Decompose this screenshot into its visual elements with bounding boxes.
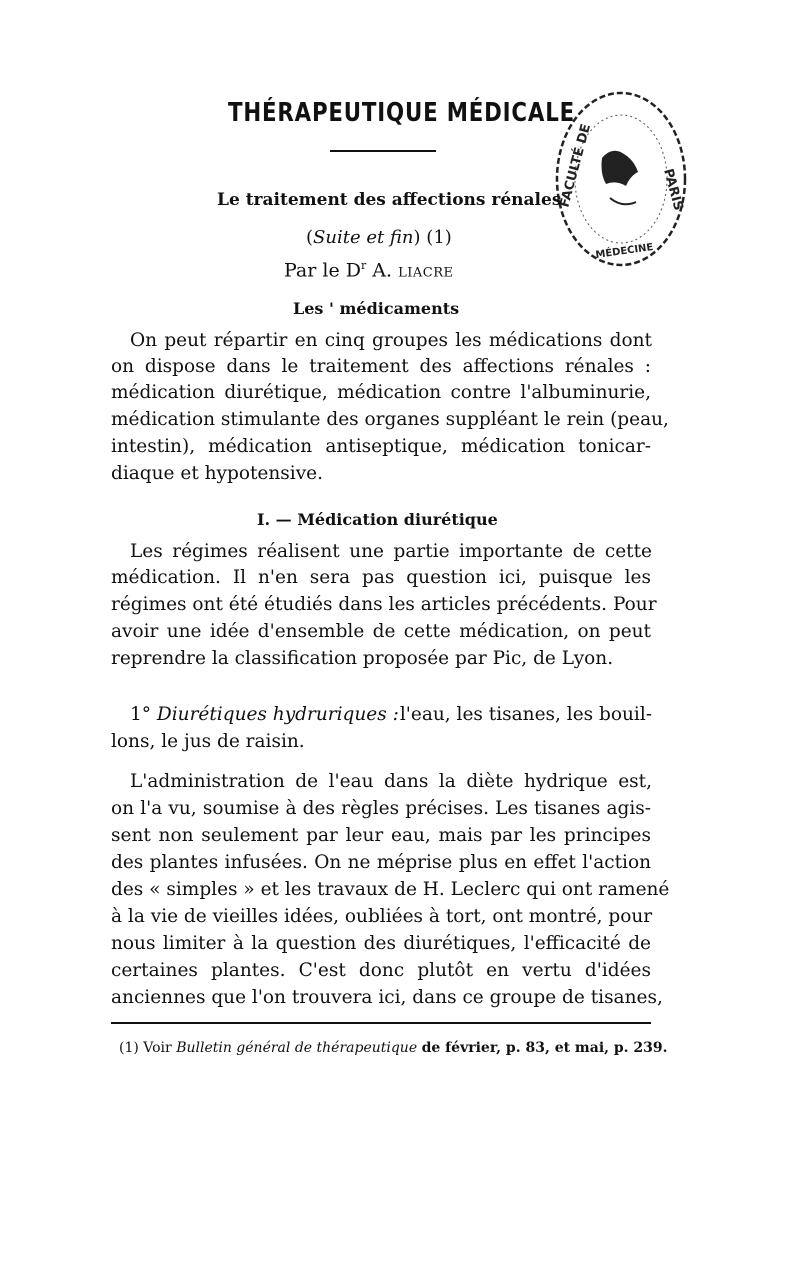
footnote-ref: (1): [426, 227, 452, 248]
item-label: Diurétiques hydruriques :: [156, 704, 399, 725]
footnote-voir: Voir: [143, 1040, 172, 1056]
author-line: [284, 259, 454, 281]
item-text: l'eau, les tisanes, les bouil-: [399, 704, 652, 725]
paragraph-line: reprendre la classification proposée par Pic, de Lyon.: [111, 648, 614, 669]
suite-paren-close: ): [413, 227, 421, 248]
paragraph-line: Les régimes réalisent une partie importante de cette: [130, 541, 652, 562]
author-prefix: Par le D: [284, 259, 361, 282]
author-sup: r: [360, 259, 367, 272]
paragraph-line: nous limiter à la question des diurétiques, l'efficacité de: [111, 933, 651, 954]
footnote: [119, 1040, 668, 1056]
paragraph-line: on dispose dans le traitement des affections rénales :: [111, 356, 651, 377]
paragraph-line: avoir une idée d'ensemble de cette médication, on peut: [111, 621, 651, 642]
paragraph-line: intestin), médication antiseptique, médication tonicar-: [111, 436, 651, 457]
stamp-text-right: PARIS: [660, 167, 686, 213]
footnote-mark: (1): [119, 1040, 139, 1056]
paragraph-line: des plantes infusées. On ne méprise plus en effet l'action: [111, 852, 651, 873]
library-stamp: [552, 88, 690, 270]
footnote-divider: [111, 1022, 651, 1024]
paragraph-line: On peut répartir en cinq groupes les médications dont: [130, 330, 652, 351]
suite-paren-open: (: [306, 227, 314, 248]
suite-text: Suite et fin: [313, 227, 414, 248]
list-item-hydruriques: [130, 703, 652, 727]
title-divider: [330, 150, 436, 152]
author-name: LIACRE: [398, 265, 454, 281]
paragraph-line: L'administration de l'eau dans la diète hydrique est,: [130, 771, 652, 792]
section-heading-diuretique: I. — Médication diurétique: [257, 510, 498, 529]
stamp-text-bottom: MÉDECINE: [594, 241, 655, 261]
paragraph-line: certaines plantes. C'est donc plutôt en vertu d'idées: [111, 960, 651, 981]
paragraph-line: sent non seulement par leur eau, mais par les principes: [111, 825, 651, 846]
paragraph-line: régimes ont été étudiés dans les articles précédents. Pour: [111, 594, 657, 615]
item-number: 1°: [130, 704, 152, 725]
paragraph-line: médication. Il n'en sera pas question ici, puisque les: [111, 567, 651, 588]
paragraph-line: à la vie de vieilles idées, oubliées à tort, ont montré, pour: [111, 906, 653, 927]
paragraph-line: diaque et hypotensive.: [111, 463, 323, 484]
paragraph-line: lons, le jus de raisin.: [111, 731, 305, 752]
author-initial: A.: [372, 259, 393, 282]
paragraph-line: médication diurétique, médication contre l'albuminurie,: [111, 382, 651, 403]
article-subtitle: Le traitement des affections rénales: [217, 190, 562, 210]
footnote-rest: de février, p. 83, et mai, p. 239.: [421, 1040, 668, 1056]
section-heading-medicaments: Les ' médicaments: [293, 299, 460, 318]
page-title: THÉRAPEUTIQUE MÉDICALE: [228, 98, 576, 128]
suite-line: [306, 227, 452, 248]
footnote-journal: Bulletin général de thérapeutique: [176, 1040, 418, 1056]
stamp-text-left: FACULTÉ DE: [557, 122, 595, 210]
paragraph-line: médication stimulante des organes suppléant le rein (peau,: [111, 409, 669, 430]
paragraph-line: des « simples » et les travaux de H. Leclerc qui ont ramené: [111, 879, 670, 900]
paragraph-line: anciennes que l'on trouvera ici, dans ce groupe de tisanes,: [111, 987, 663, 1008]
paragraph-line: on l'a vu, soumise à des règles précises. Les tisanes agis-: [111, 798, 651, 819]
